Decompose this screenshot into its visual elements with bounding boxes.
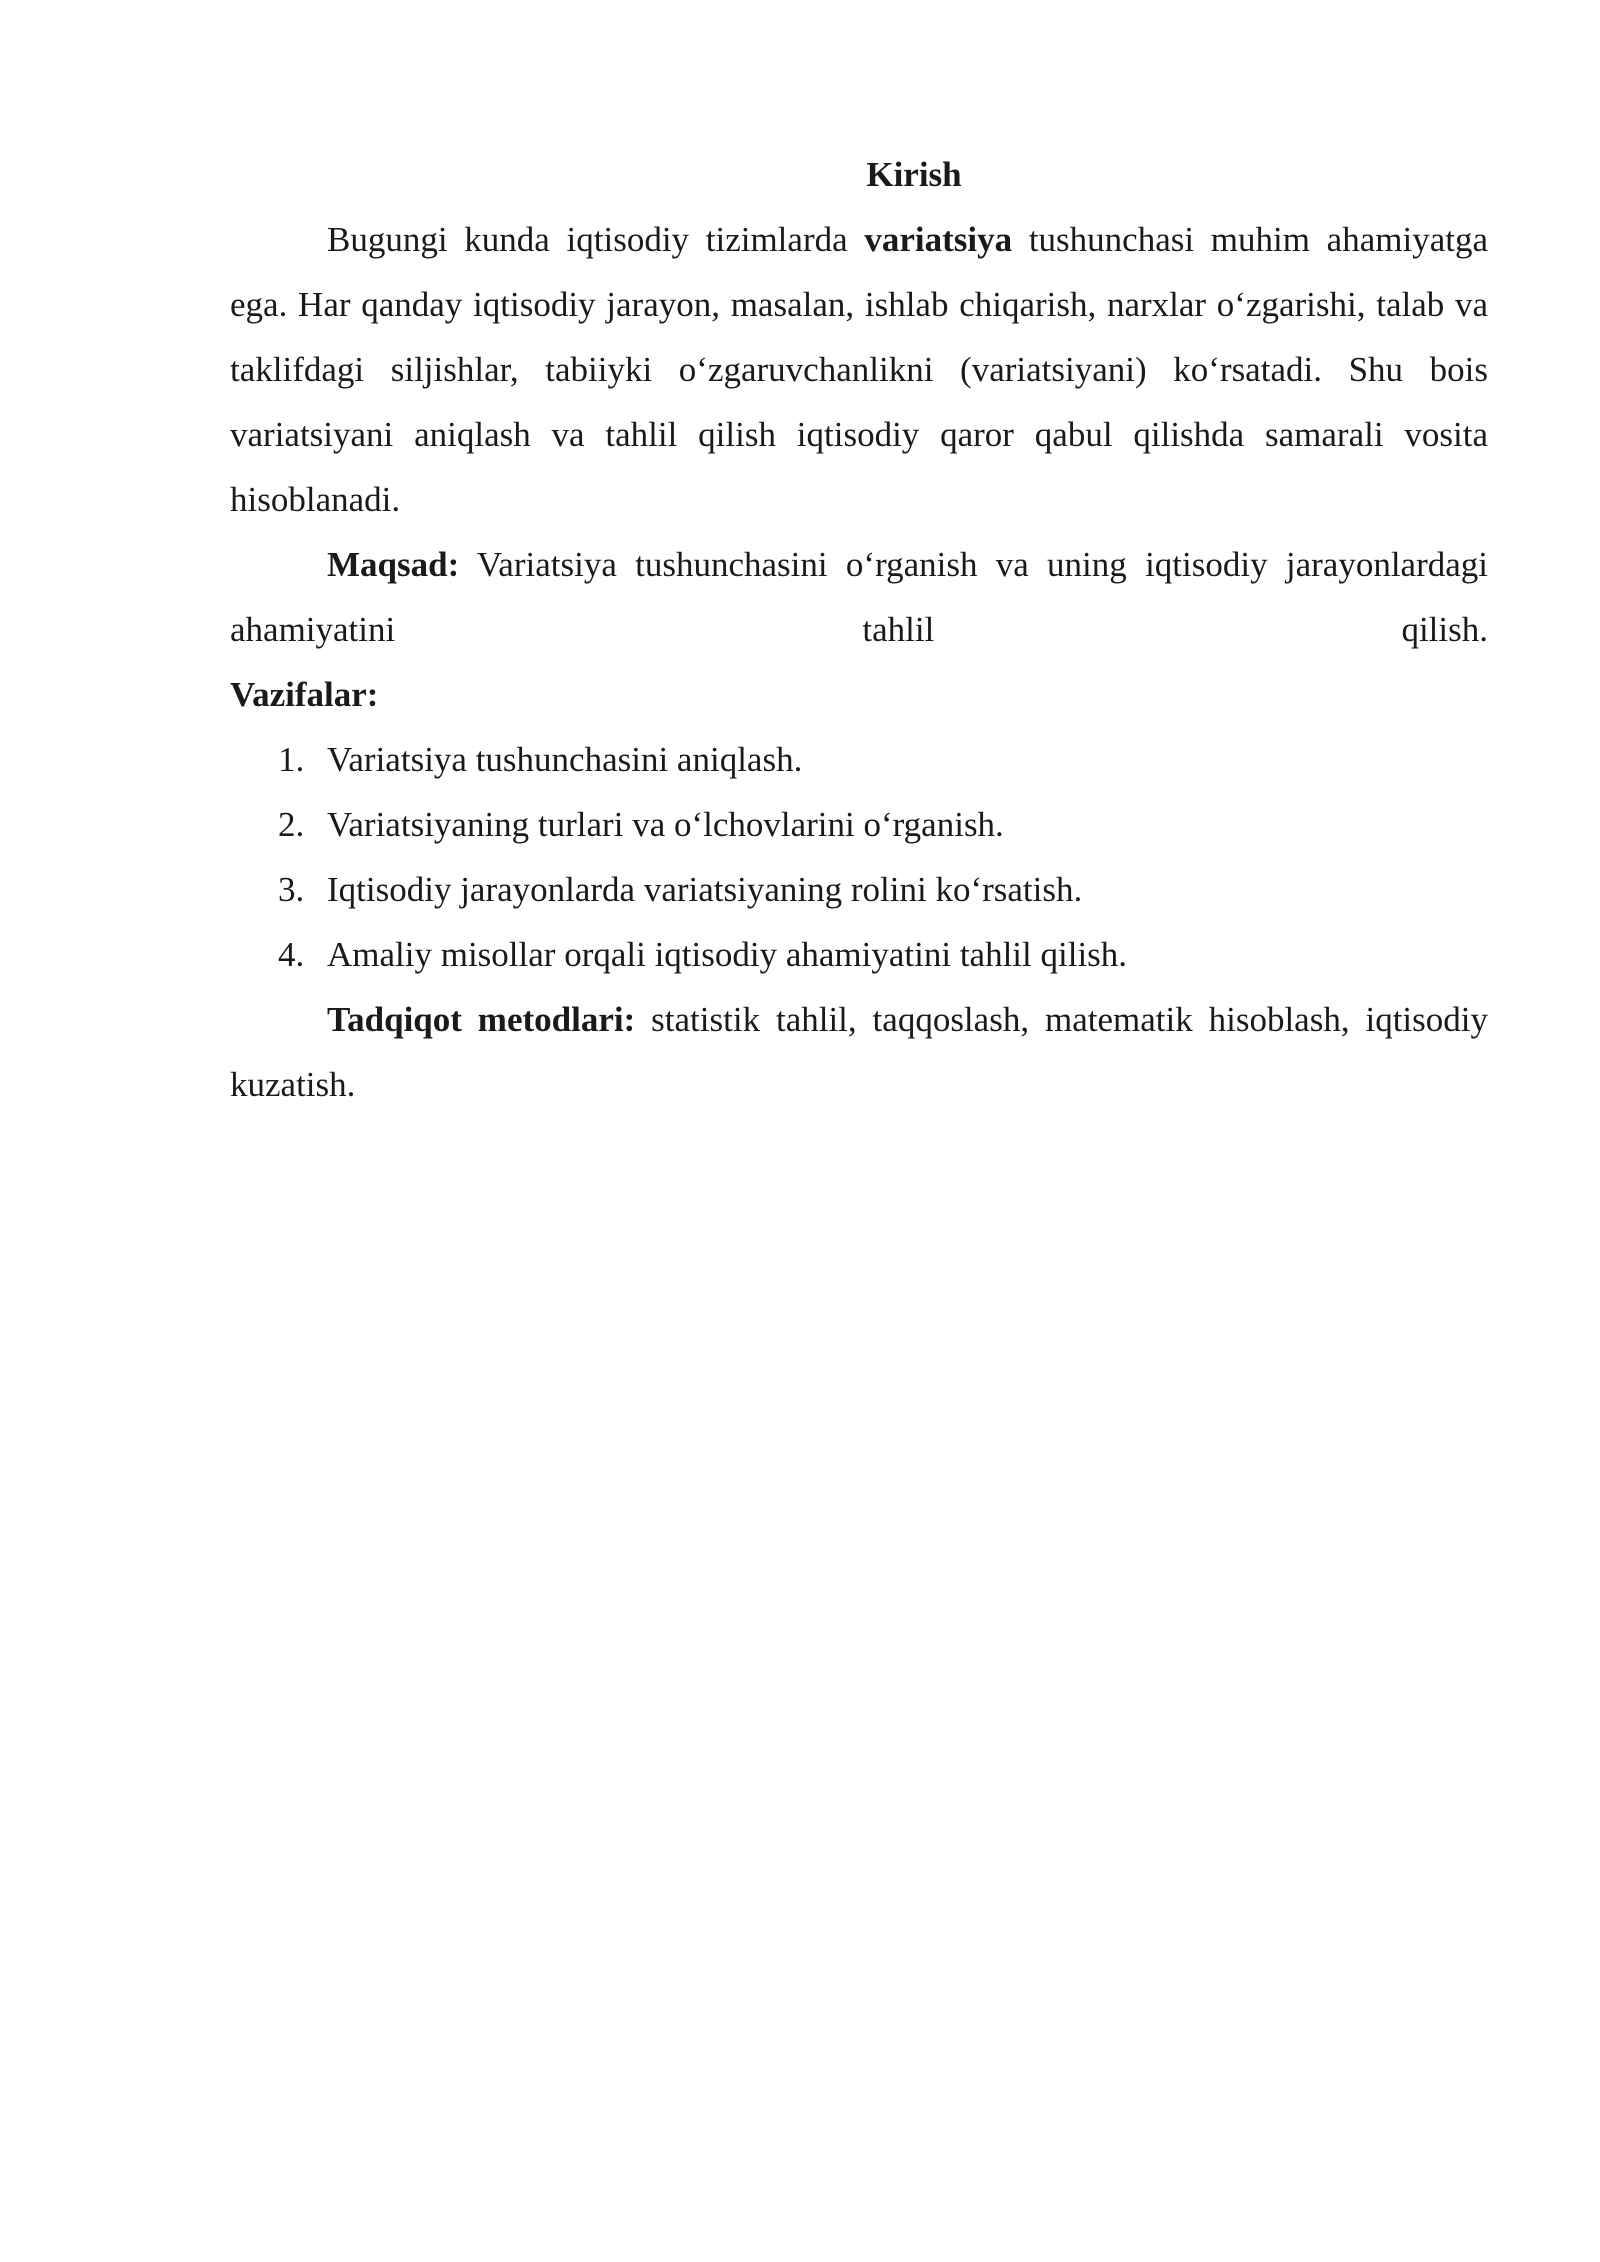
tasks-list — [230, 727, 1488, 987]
list-item-text: Iqtisodiy jarayonlarda variatsiyaning rolini ko‘rsatish. — [327, 870, 1083, 909]
section-title: Kirish — [866, 155, 962, 194]
intro-text-end: tushunchasi muhim ahamiyatga ega. Har qanday iqtisodiy jarayon, masalan, ishlab chiqarish, narxlar o‘zgarishi, talab va taklifdagi siljishlar, tabiiyki o‘zgaruvchanlikni (variatsiyani) ko‘rsatadi. Shu bois variatsiyani aniqlash va tahlil qilish iqtisodiy qaror qabul qilishda samarali vosita hisoblanadi. — [230, 220, 1488, 519]
list-item — [230, 857, 1488, 922]
list-item-text: Variatsiya tushunchasini aniqlash. — [327, 740, 803, 779]
methods-paragraph — [230, 987, 1488, 1117]
list-item-number: 2. — [278, 805, 305, 844]
goal-label: Maqsad: — [327, 545, 460, 584]
list-item-number: 1. — [278, 740, 305, 779]
document-body — [230, 142, 1488, 1117]
list-item-number: 3. — [278, 870, 305, 909]
list-item — [230, 922, 1488, 987]
list-item — [230, 792, 1488, 857]
intro-key-term: variatsiya — [864, 220, 1013, 259]
goal-paragraph — [230, 532, 1488, 662]
list-item-text: Amaliy misollar orqali iqtisodiy ahamiyatini tahlil qilish. — [327, 935, 1128, 974]
intro-paragraph — [230, 207, 1488, 532]
tasks-heading: Vazifalar: — [230, 675, 379, 714]
list-item — [230, 727, 1488, 792]
list-item-text: Variatsiyaning turlari va o‘lchovlarini o‘rganish. — [327, 805, 1004, 844]
intro-text-start: Bugungi kunda iqtisodiy tizimlarda — [327, 220, 865, 259]
methods-label: Tadqiqot metodlari: — [327, 1000, 636, 1039]
list-item-number: 4. — [278, 935, 305, 974]
methods-text: statistik tahlil, taqqoslash, matematik hisoblash, iqtisodiy kuzatish. — [230, 1000, 1488, 1104]
goal-text: Variatsiya tushunchasini o‘rganish va uning iqtisodiy jarayonlardagi ahamiyatini tahlil qilish. — [230, 545, 1488, 649]
